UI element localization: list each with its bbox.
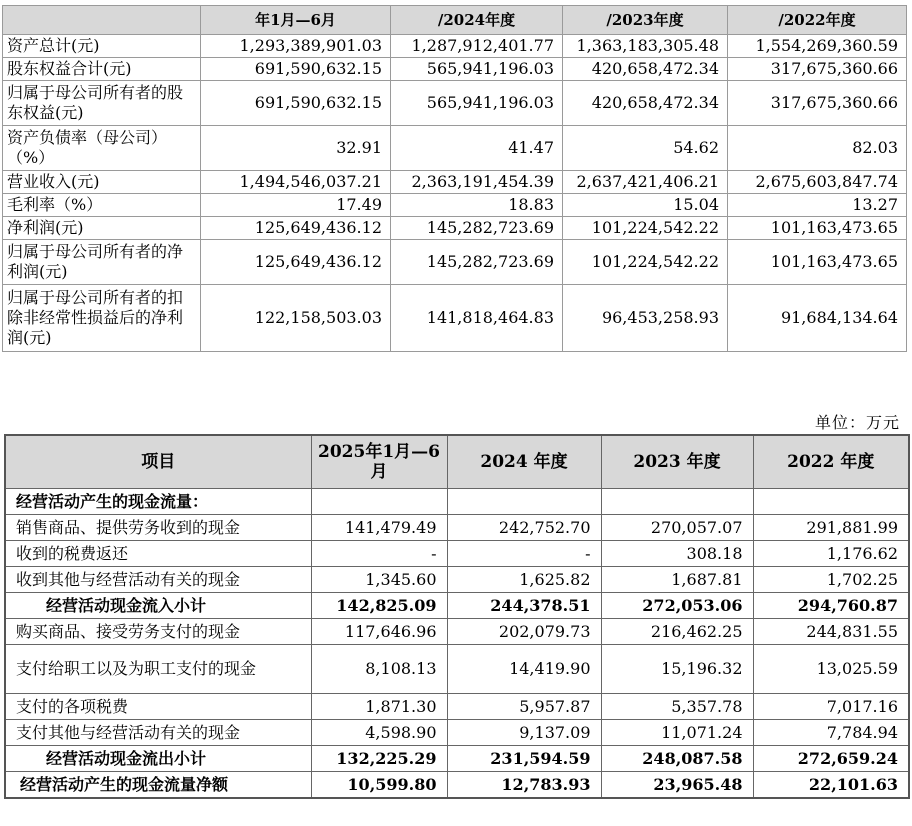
financial-summary-table: [2, 5, 907, 352]
row-label: 经营活动现金流出小计: [5, 746, 311, 772]
row-label: 收到的税费返还: [5, 541, 311, 567]
row-label: 资产负债率（母公司）（%）: [3, 126, 201, 171]
value-cell: 10,599.80: [311, 772, 447, 799]
table-row: [5, 694, 909, 720]
value-cell: 242,752.70: [447, 515, 601, 541]
value-cell: 272,659.24: [753, 746, 909, 772]
value-cell: 1,293,389,901.03: [201, 35, 391, 58]
value-cell: 4,598.90: [311, 720, 447, 746]
value-cell: 1,494,546,037.21: [201, 171, 391, 194]
subtotal-row: [5, 746, 909, 772]
value-cell: 2,363,191,454.39: [391, 171, 563, 194]
row-label: 归属于母公司所有者的净利润(元): [3, 240, 201, 285]
row-label: 股东权益合计(元): [3, 58, 201, 81]
value-cell: 91,684,134.64: [728, 285, 907, 352]
table-row: [3, 126, 907, 171]
header-cell: 2023 年度: [601, 435, 753, 489]
value-cell: 54.62: [563, 126, 728, 171]
value-cell: 12,783.93: [447, 772, 601, 799]
row-label: 销售商品、提供劳务收到的现金: [5, 515, 311, 541]
value-cell: 13.27: [728, 194, 907, 217]
value-cell: 18.83: [391, 194, 563, 217]
empty-cell: [601, 489, 753, 515]
table-row: [3, 194, 907, 217]
row-label: 支付给职工以及为职工支付的现金: [5, 645, 311, 694]
value-cell: 145,282,723.69: [391, 240, 563, 285]
row-label: 营业收入(元): [3, 171, 201, 194]
value-cell: 142,825.09: [311, 593, 447, 619]
value-cell: 13,025.59: [753, 645, 909, 694]
value-cell: 5,957.87: [447, 694, 601, 720]
value-cell: 248,087.58: [601, 746, 753, 772]
table-row: [3, 217, 907, 240]
value-cell: 244,831.55: [753, 619, 909, 645]
header-cell: /2023年度: [563, 6, 728, 35]
value-cell: 231,594.59: [447, 746, 601, 772]
value-cell: 1,625.82: [447, 567, 601, 593]
header-cell: [3, 6, 201, 35]
value-cell: 420,658,472.34: [563, 81, 728, 126]
value-cell: 8,108.13: [311, 645, 447, 694]
table-header-row: [3, 6, 907, 35]
table-row: [5, 515, 909, 541]
value-cell: 1,345.60: [311, 567, 447, 593]
cash-flow-table: [4, 434, 910, 799]
subtotal-row: [5, 593, 909, 619]
row-label: 支付的各项税费: [5, 694, 311, 720]
value-cell: 317,675,360.66: [728, 58, 907, 81]
value-cell: 1,554,269,360.59: [728, 35, 907, 58]
value-cell: 23,965.48: [601, 772, 753, 799]
section-header-row: [5, 489, 909, 515]
value-cell: 15.04: [563, 194, 728, 217]
header-cell: 2024 年度: [447, 435, 601, 489]
table-row: [3, 240, 907, 285]
empty-cell: [311, 489, 447, 515]
value-cell: -: [311, 541, 447, 567]
value-cell: 565,941,196.03: [391, 81, 563, 126]
value-cell: 202,079.73: [447, 619, 601, 645]
header-cell: /2022年度: [728, 6, 907, 35]
header-cell: /2024年度: [391, 6, 563, 35]
value-cell: 291,881.99: [753, 515, 909, 541]
table-row: [3, 35, 907, 58]
value-cell: 117,646.96: [311, 619, 447, 645]
row-label: 归属于母公司所有者的股东权益(元): [3, 81, 201, 126]
value-cell: 420,658,472.34: [563, 58, 728, 81]
row-label: 净利润(元): [3, 217, 201, 240]
value-cell: 122,158,503.03: [201, 285, 391, 352]
table-row: [5, 567, 909, 593]
value-cell: 691,590,632.15: [201, 81, 391, 126]
row-label: 购买商品、接受劳务支付的现金: [5, 619, 311, 645]
total-row: [5, 772, 909, 799]
value-cell: 270,057.07: [601, 515, 753, 541]
row-label: 收到其他与经营活动有关的现金: [5, 567, 311, 593]
value-cell: 2,637,421,406.21: [563, 171, 728, 194]
row-label: 经营活动现金流入小计: [5, 593, 311, 619]
value-cell: 216,462.25: [601, 619, 753, 645]
value-cell: -: [447, 541, 601, 567]
value-cell: 1,363,183,305.48: [563, 35, 728, 58]
value-cell: 691,590,632.15: [201, 58, 391, 81]
value-cell: 125,649,436.12: [201, 217, 391, 240]
row-label: 毛利率（%）: [3, 194, 201, 217]
value-cell: 14,419.90: [447, 645, 601, 694]
value-cell: 145,282,723.69: [391, 217, 563, 240]
row-label: 经营活动产生的现金流量净额: [5, 772, 311, 799]
value-cell: 1,871.30: [311, 694, 447, 720]
table-row: [5, 720, 909, 746]
value-cell: 101,224,542.22: [563, 217, 728, 240]
value-cell: 272,053.06: [601, 593, 753, 619]
empty-cell: [753, 489, 909, 515]
value-cell: 125,649,436.12: [201, 240, 391, 285]
value-cell: 32.91: [201, 126, 391, 171]
row-label: 归属于母公司所有者的扣除非经常性损益后的净利润(元): [3, 285, 201, 352]
table-row: [5, 541, 909, 567]
value-cell: 141,479.49: [311, 515, 447, 541]
table-row: [5, 645, 909, 694]
table-row: [3, 58, 907, 81]
row-label: 资产总计(元): [3, 35, 201, 58]
value-cell: 1,702.25: [753, 567, 909, 593]
header-cell: 2022 年度: [753, 435, 909, 489]
value-cell: 1,687.81: [601, 567, 753, 593]
value-cell: 7,784.94: [753, 720, 909, 746]
table-header-row: [5, 435, 909, 489]
value-cell: 565,941,196.03: [391, 58, 563, 81]
value-cell: 41.47: [391, 126, 563, 171]
value-cell: 7,017.16: [753, 694, 909, 720]
table-row: [5, 619, 909, 645]
value-cell: 141,818,464.83: [391, 285, 563, 352]
value-cell: 101,163,473.65: [728, 240, 907, 285]
value-cell: 2,675,603,847.74: [728, 171, 907, 194]
value-cell: 1,176.62: [753, 541, 909, 567]
section-title: 经营活动产生的现金流量：: [5, 489, 311, 515]
value-cell: 82.03: [728, 126, 907, 171]
value-cell: 101,224,542.22: [563, 240, 728, 285]
empty-cell: [447, 489, 601, 515]
unit-label: 单位：万元: [814, 413, 900, 432]
value-cell: 96,453,258.93: [563, 285, 728, 352]
value-cell: 15,196.32: [601, 645, 753, 694]
value-cell: 17.49: [201, 194, 391, 217]
header-cell: 项目: [5, 435, 311, 489]
value-cell: 11,071.24: [601, 720, 753, 746]
value-cell: 317,675,360.66: [728, 81, 907, 126]
value-cell: 101,163,473.65: [728, 217, 907, 240]
header-cell: 2025年1月—6月: [311, 435, 447, 489]
value-cell: 22,101.63: [753, 772, 909, 799]
value-cell: 132,225.29: [311, 746, 447, 772]
row-label: 支付其他与经营活动有关的现金: [5, 720, 311, 746]
value-cell: 244,378.51: [447, 593, 601, 619]
value-cell: 294,760.87: [753, 593, 909, 619]
table-row: [3, 285, 907, 352]
value-cell: 308.18: [601, 541, 753, 567]
value-cell: 5,357.78: [601, 694, 753, 720]
table-row: [3, 171, 907, 194]
header-cell: 年1月—6月: [201, 6, 391, 35]
value-cell: 1,287,912,401.77: [391, 35, 563, 58]
table-row: [3, 81, 907, 126]
value-cell: 9,137.09: [447, 720, 601, 746]
